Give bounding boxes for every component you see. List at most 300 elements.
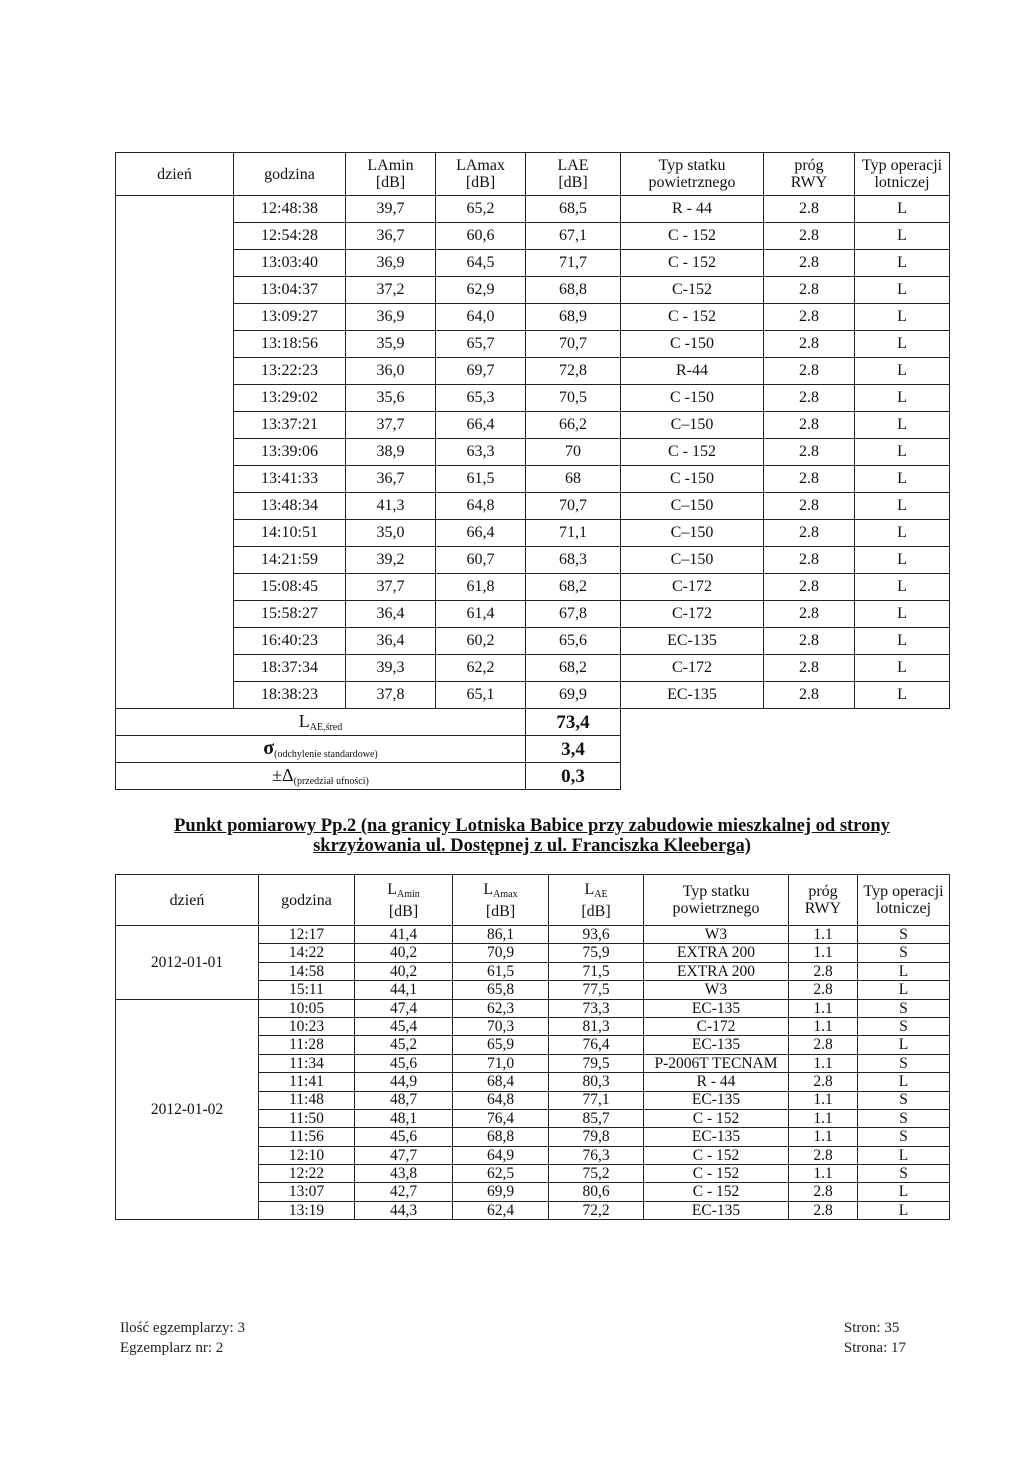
table-row [116, 574, 950, 601]
cell-lamax: 64,8 [436, 493, 526, 520]
cell-operation: S [858, 1091, 950, 1109]
cell-time: 12:54:28 [234, 223, 346, 250]
cell-lamin: 36,9 [346, 250, 436, 277]
cell-lamax: 65,9 [453, 1036, 549, 1054]
day-cell [116, 196, 234, 709]
cell-rwy: 2.8 [789, 1146, 858, 1164]
copy-number-value: 2 [215, 1340, 224, 1356]
cell-time: 13:37:21 [234, 412, 346, 439]
cell-lamin: 40,2 [355, 962, 453, 980]
cell-lamax: 70,9 [453, 944, 549, 962]
cell-operation: L [855, 466, 950, 493]
cell-rwy: 2.8 [764, 601, 855, 628]
cell-time: 13:48:34 [234, 493, 346, 520]
table-row [116, 223, 950, 250]
cell-rwy: 2.8 [789, 981, 858, 999]
cell-time: 11:56 [259, 1128, 355, 1146]
section-title-line-1: Punkt pomiarowy Pp.2 (na granicy Lotniska Babice przy zabudowie mieszkalnej od strony [174, 816, 890, 836]
header-subscript: AE [594, 888, 608, 900]
cell-lamin: 44,1 [355, 981, 453, 999]
cell-lae: 68,5 [526, 196, 621, 223]
table-2-body [116, 926, 950, 1220]
cell-lamin: 45,2 [355, 1036, 453, 1054]
cell-lae: 68,8 [526, 277, 621, 304]
header-line: [dB] [581, 902, 611, 920]
pages-label: Stron: [843, 1320, 881, 1336]
cell-lamin: 48,1 [355, 1109, 453, 1127]
table-row [116, 196, 950, 223]
header-line [453, 881, 548, 903]
cell-lae: 71,1 [526, 520, 621, 547]
cell-rwy: 1.1 [789, 926, 858, 944]
header-line: LAmax [456, 157, 505, 174]
cell-aircraft: C–150 [621, 547, 764, 574]
cell-aircraft: EC-135 [621, 682, 764, 709]
cell-operation: L [858, 981, 950, 999]
cell-operation: L [858, 1036, 950, 1054]
table-2-header-cell [116, 875, 259, 926]
table-row [116, 466, 950, 493]
cell-lae: 68 [526, 466, 621, 493]
cell-aircraft: C - 152 [621, 439, 764, 466]
cell-rwy: 1.1 [789, 1128, 858, 1146]
cell-aircraft: C-172 [621, 601, 764, 628]
cell-lae: 85,7 [549, 1109, 644, 1127]
header-line: [dB] [375, 174, 406, 191]
cell-aircraft: C - 152 [644, 1146, 789, 1164]
stat-label-sub: AE,śred [309, 721, 343, 733]
header-line: dzień [157, 165, 192, 183]
cell-lamax: 62,5 [453, 1165, 549, 1183]
cell-operation: L [858, 962, 950, 980]
cell-lae: 70 [526, 439, 621, 466]
cell-lamin: 37,7 [346, 412, 436, 439]
cell-lamax: 66,4 [436, 412, 526, 439]
stat-label [116, 709, 526, 736]
pages-value: 35 [884, 1320, 900, 1336]
cell-aircraft: C–150 [621, 520, 764, 547]
header-symbol: L [387, 880, 397, 898]
cell-aircraft: EC-135 [644, 1201, 789, 1219]
cell-lamax: 61,8 [436, 574, 526, 601]
cell-lamin: 47,7 [355, 1146, 453, 1164]
cell-lamax: 69,9 [453, 1183, 549, 1201]
copies-line [120, 1318, 245, 1338]
cell-lamin: 45,6 [355, 1128, 453, 1146]
cell-lamin: 39,2 [346, 547, 436, 574]
cell-operation: L [855, 655, 950, 682]
stat-value: 0,3 [526, 763, 621, 790]
date-cell: 2012-01-01 [116, 926, 259, 1000]
table-1-body [116, 196, 950, 790]
cell-aircraft: C - 152 [621, 223, 764, 250]
cell-operation: S [858, 944, 950, 962]
header-line: LAE [557, 157, 589, 174]
cell-lamax: 62,9 [436, 277, 526, 304]
cell-lamax: 64,8 [453, 1091, 549, 1109]
cell-aircraft: EC-135 [644, 999, 789, 1017]
cell-rwy: 2.8 [789, 1183, 858, 1201]
cell-rwy: 2.8 [789, 1073, 858, 1091]
cell-time: 12:22 [259, 1165, 355, 1183]
header-line: [dB] [388, 902, 419, 920]
cell-lae: 70,7 [526, 331, 621, 358]
cell-lamax: 61,4 [436, 601, 526, 628]
cell-lamax: 65,1 [436, 682, 526, 709]
header-line: [dB] [485, 902, 516, 920]
cell-rwy: 2.8 [764, 277, 855, 304]
cell-time: 13:03:40 [234, 250, 346, 277]
cell-lae: 72,2 [549, 1201, 644, 1219]
cell-lamax: 65,7 [436, 331, 526, 358]
header-subscript: Amin [397, 888, 420, 900]
cell-aircraft: C -150 [621, 385, 764, 412]
cell-time: 12:48:38 [234, 196, 346, 223]
cell-operation: L [855, 196, 950, 223]
cell-lamax: 60,2 [436, 628, 526, 655]
cell-lamax: 63,3 [436, 439, 526, 466]
table-row [116, 304, 950, 331]
table-row [116, 926, 950, 944]
cell-aircraft: EC-135 [644, 1036, 789, 1054]
header-line: Typ operacji [863, 883, 944, 900]
cell-aircraft: EC-135 [644, 1128, 789, 1146]
table-row [116, 520, 950, 547]
cell-time: 12:17 [259, 926, 355, 944]
cell-rwy: 1.1 [789, 1091, 858, 1109]
cell-operation: L [855, 331, 950, 358]
cell-operation: L [855, 358, 950, 385]
cell-aircraft: C–150 [621, 412, 764, 439]
cell-aircraft: C -150 [621, 466, 764, 493]
stat-label-main: L [298, 710, 310, 731]
cell-rwy: 2.8 [764, 331, 855, 358]
cell-rwy: 2.8 [764, 304, 855, 331]
page-label: Strona: [843, 1340, 888, 1356]
table-1-header-cell [346, 153, 436, 196]
cell-operation: L [858, 1201, 950, 1219]
table-2-header-cell [858, 875, 950, 926]
table-1-header-cell [764, 153, 855, 196]
cell-time: 13:09:27 [234, 304, 346, 331]
footer-right [844, 1318, 906, 1358]
cell-operation: L [855, 439, 950, 466]
stat-row [116, 709, 950, 736]
cell-operation: L [855, 547, 950, 574]
table-2-header-cell [259, 875, 355, 926]
cell-lae: 68,2 [526, 574, 621, 601]
cell-operation: S [858, 999, 950, 1017]
cell-lamin: 36,9 [346, 304, 436, 331]
cell-lamin: 39,3 [346, 655, 436, 682]
cell-time: 13:29:02 [234, 385, 346, 412]
cell-operation: L [855, 628, 950, 655]
cell-lae: 71,7 [526, 250, 621, 277]
header-line [549, 881, 643, 903]
stat-row [116, 736, 950, 763]
stat-blank [621, 763, 950, 790]
cell-operation: L [855, 223, 950, 250]
cell-rwy: 1.1 [789, 1165, 858, 1183]
cell-aircraft: EC-135 [621, 628, 764, 655]
cell-aircraft: R - 44 [644, 1073, 789, 1091]
header-line: dzień [169, 891, 205, 909]
header-line: godzina [281, 891, 332, 909]
cell-aircraft: C-172 [644, 1017, 789, 1035]
table-row [116, 493, 950, 520]
footer-left [120, 1318, 245, 1358]
cell-time: 13:18:56 [234, 331, 346, 358]
cell-aircraft: C - 152 [644, 1183, 789, 1201]
cell-operation: L [855, 601, 950, 628]
stat-label [116, 736, 526, 763]
stat-label-sub: (odchylenie standardowe) [274, 749, 378, 760]
cell-lae: 80,6 [549, 1183, 644, 1201]
cell-rwy: 1.1 [789, 999, 858, 1017]
cell-lamin: 37,8 [346, 682, 436, 709]
header-line: próg [794, 157, 824, 174]
header-line: Typ operacji [861, 157, 943, 174]
cell-time: 14:21:59 [234, 547, 346, 574]
cell-lamin: 38,9 [346, 439, 436, 466]
cell-operation: S [858, 1017, 950, 1035]
table-row [116, 999, 950, 1017]
cell-rwy: 1.1 [789, 1017, 858, 1035]
section-title [115, 816, 949, 856]
cell-rwy: 2.8 [764, 223, 855, 250]
cell-rwy: 2.8 [789, 1036, 858, 1054]
cell-aircraft: R - 44 [621, 196, 764, 223]
cell-lamin: 44,9 [355, 1073, 453, 1091]
cell-aircraft: C - 152 [644, 1165, 789, 1183]
header-line: godzina [264, 165, 315, 183]
cell-operation: S [858, 1165, 950, 1183]
cell-operation: L [858, 1073, 950, 1091]
cell-time: 11:41 [259, 1073, 355, 1091]
cell-lamax: 62,4 [453, 1201, 549, 1219]
cell-time: 14:22 [259, 944, 355, 962]
cell-aircraft: C–150 [621, 493, 764, 520]
cell-aircraft: EXTRA 200 [644, 944, 789, 962]
cell-lae: 66,2 [526, 412, 621, 439]
cell-lae: 68,3 [526, 547, 621, 574]
cell-rwy: 2.8 [789, 962, 858, 980]
table-1-header-cell [621, 153, 764, 196]
cell-time: 14:58 [259, 962, 355, 980]
header-line: [dB] [558, 174, 588, 191]
cell-lamax: 60,7 [436, 547, 526, 574]
cell-operation: S [858, 1128, 950, 1146]
cell-lamin: 35,0 [346, 520, 436, 547]
cell-lamax: 61,5 [436, 466, 526, 493]
cell-aircraft: EXTRA 200 [644, 962, 789, 980]
cell-operation: L [855, 385, 950, 412]
table-2-header-cell [355, 875, 453, 926]
table-1-header-cell [234, 153, 346, 196]
cell-lamax: 64,9 [453, 1146, 549, 1164]
table-1-header [116, 153, 950, 196]
cell-lae: 70,7 [526, 493, 621, 520]
cell-operation: L [858, 1183, 950, 1201]
cell-lamax: 66,4 [436, 520, 526, 547]
cell-operation: L [855, 277, 950, 304]
cell-aircraft: W3 [644, 926, 789, 944]
cell-lae: 68,2 [526, 655, 621, 682]
table-2-header-cell [453, 875, 549, 926]
cell-operation: L [855, 574, 950, 601]
cell-aircraft: C-152 [621, 277, 764, 304]
table-2-header [116, 875, 950, 926]
table-row [116, 547, 950, 574]
cell-lae: 76,4 [549, 1036, 644, 1054]
cell-aircraft: C - 152 [621, 250, 764, 277]
table-row [116, 601, 950, 628]
page-value: 17 [891, 1340, 906, 1356]
cell-rwy: 2.8 [764, 358, 855, 385]
cell-lamax: 64,0 [436, 304, 526, 331]
cell-operation: S [858, 926, 950, 944]
table-row [116, 655, 950, 682]
cell-lamax: 65,2 [436, 196, 526, 223]
cell-time: 13:07 [259, 1183, 355, 1201]
cell-lae: 76,3 [549, 1146, 644, 1164]
cell-lamin: 39,7 [346, 196, 436, 223]
cell-time: 11:28 [259, 1036, 355, 1054]
stat-blank [621, 709, 950, 736]
cell-rwy: 2.8 [764, 250, 855, 277]
header-line: LAmin [367, 157, 414, 174]
table-row [116, 331, 950, 358]
cell-rwy: 2.8 [764, 655, 855, 682]
cell-aircraft: EC-135 [644, 1091, 789, 1109]
header-line: lotniczej [875, 900, 932, 917]
cell-aircraft: W3 [644, 981, 789, 999]
cell-lae: 69,9 [526, 682, 621, 709]
cell-rwy: 2.8 [764, 682, 855, 709]
cell-rwy: 2.8 [764, 628, 855, 655]
cell-lae: 67,8 [526, 601, 621, 628]
cell-lamin: 42,7 [355, 1183, 453, 1201]
header-line: RWY [804, 900, 842, 917]
cell-lamax: 69,7 [436, 358, 526, 385]
pages-line [844, 1318, 906, 1338]
table-2-header-cell [789, 875, 858, 926]
cell-time: 13:22:23 [234, 358, 346, 385]
cell-aircraft: C - 152 [644, 1109, 789, 1127]
cell-lamin: 36,4 [346, 628, 436, 655]
cell-lae: 81,3 [549, 1017, 644, 1035]
cell-lamin: 41,3 [346, 493, 436, 520]
stat-value: 3,4 [526, 736, 621, 763]
cell-aircraft: P-2006T TECNAM [644, 1054, 789, 1072]
cell-lamin: 36,7 [346, 223, 436, 250]
header-line: Typ statku [682, 883, 750, 900]
table-2-header-cell [549, 875, 644, 926]
cell-lamin: 36,0 [346, 358, 436, 385]
cell-lamin: 36,7 [346, 466, 436, 493]
header-line: powietrznego [648, 174, 736, 191]
cell-lamin: 35,6 [346, 385, 436, 412]
table-1-header-cell [116, 153, 234, 196]
copies-value: 3 [237, 1320, 245, 1336]
cell-operation: L [855, 250, 950, 277]
cell-time: 15:08:45 [234, 574, 346, 601]
cell-lae: 75,2 [549, 1165, 644, 1183]
stat-blank [621, 736, 950, 763]
cell-lamin: 41,4 [355, 926, 453, 944]
header-line: Typ statku [658, 157, 726, 174]
cell-rwy: 2.8 [764, 466, 855, 493]
cell-lae: 70,5 [526, 385, 621, 412]
date-cell: 2012-01-02 [116, 999, 259, 1220]
cell-time: 13:41:33 [234, 466, 346, 493]
cell-lamax: 65,8 [453, 981, 549, 999]
copies-label: Ilość egzemplarzy: [120, 1320, 234, 1336]
table-1-header-cell [526, 153, 621, 196]
cell-time: 13:39:06 [234, 439, 346, 466]
section-title-line-2: skrzyżowania ul. Dostępnej z ul. Franciszka Kleeberga) [313, 836, 751, 856]
cell-aircraft: R-44 [621, 358, 764, 385]
cell-lamin: 44,3 [355, 1201, 453, 1219]
cell-lae: 67,1 [526, 223, 621, 250]
cell-time: 18:38:23 [234, 682, 346, 709]
header-symbol: L [584, 880, 595, 898]
cell-lamin: 45,4 [355, 1017, 453, 1035]
cell-lae: 68,9 [526, 304, 621, 331]
cell-time: 18:37:34 [234, 655, 346, 682]
cell-operation: L [855, 520, 950, 547]
table-row [116, 277, 950, 304]
cell-lamax: 68,8 [453, 1128, 549, 1146]
cell-lamin: 36,4 [346, 601, 436, 628]
stat-label-main: ±Δ [272, 764, 294, 785]
cell-time: 10:05 [259, 999, 355, 1017]
cell-lamax: 65,3 [436, 385, 526, 412]
cell-lamin: 47,4 [355, 999, 453, 1017]
measurement-table-1 [115, 152, 950, 790]
stat-value: 73,4 [526, 709, 621, 736]
cell-lae: 93,6 [549, 926, 644, 944]
cell-lae: 75,9 [549, 944, 644, 962]
stat-row [116, 763, 950, 790]
cell-lamax: 68,4 [453, 1073, 549, 1091]
cell-lae: 73,3 [549, 999, 644, 1017]
table-row [116, 628, 950, 655]
cell-rwy: 1.1 [789, 1054, 858, 1072]
cell-lamin: 37,2 [346, 277, 436, 304]
cell-lamin: 35,9 [346, 331, 436, 358]
page-line [844, 1338, 906, 1358]
table-row [116, 250, 950, 277]
cell-lae: 80,3 [549, 1073, 644, 1091]
cell-operation: S [858, 1109, 950, 1127]
stat-label [116, 763, 526, 790]
header-symbol: L [483, 880, 494, 898]
cell-rwy: 1.1 [789, 944, 858, 962]
cell-time: 11:50 [259, 1109, 355, 1127]
header-line: [dB] [465, 174, 496, 191]
cell-time: 15:11 [259, 981, 355, 999]
cell-time: 12:10 [259, 1146, 355, 1164]
header-line [355, 881, 452, 903]
cell-rwy: 2.8 [789, 1201, 858, 1219]
cell-lamax: 61,5 [453, 962, 549, 980]
table-1-header-cell [855, 153, 950, 196]
copy-number-label: Egzemplarz nr: [120, 1340, 213, 1356]
cell-lamax: 86,1 [453, 926, 549, 944]
cell-operation: L [855, 304, 950, 331]
cell-rwy: 2.8 [764, 412, 855, 439]
